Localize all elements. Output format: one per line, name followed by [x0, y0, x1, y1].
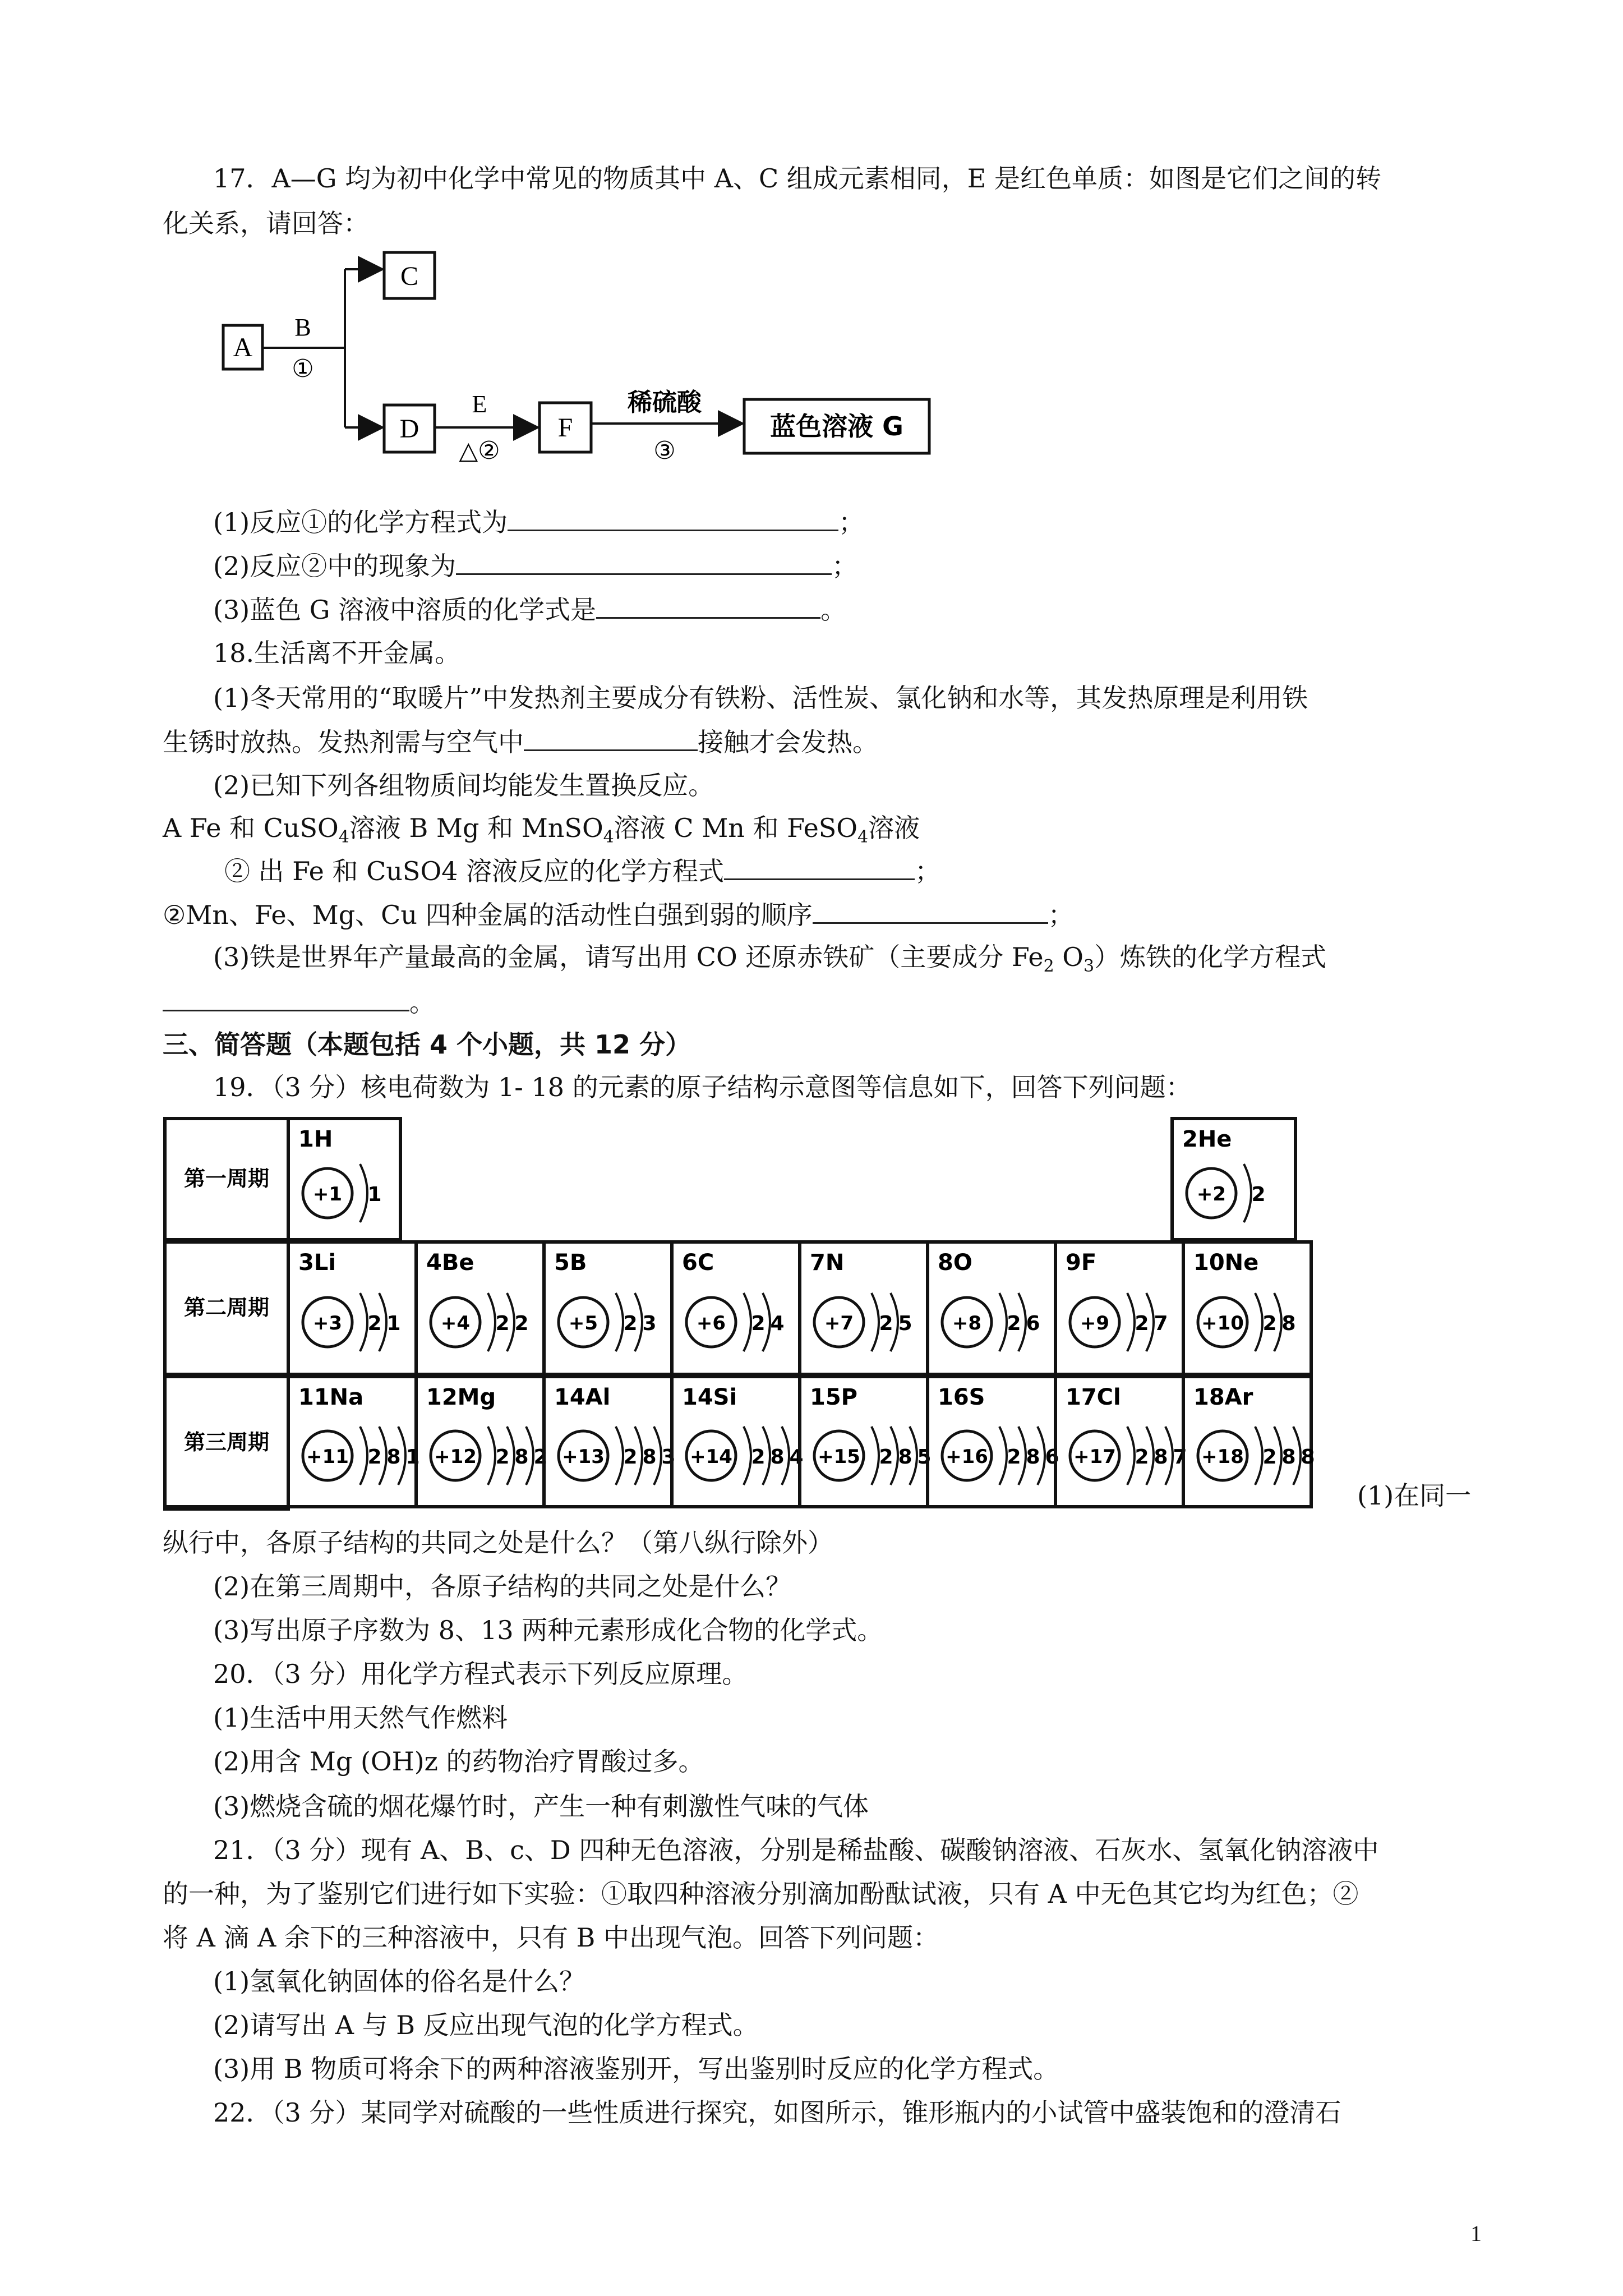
q17-sub3: (3)蓝色 G 溶液中溶质的化学式是 。	[213, 592, 846, 627]
element-7n-label: 7N	[810, 1250, 845, 1276]
element-r3-2-shell-count-2: 8	[514, 1446, 529, 1469]
element-r3-3-shell-count-2: 8	[642, 1446, 657, 1469]
q17-intro-line1: 17．A—G 均为初中化学中常见的物质其中 A、C 组成元素相同，E 是红色单质：如图是它们之间的转	[213, 163, 1381, 194]
answer-blank-q18-2[interactable]	[724, 854, 915, 880]
q18-options: A Fe 和 CuSO$_4$溶液 B Mg 和 MnSO$_4$溶液 C Mn 和 FeSO$_4$溶液	[163, 813, 920, 848]
q17-intro-line2: 化关系，请回答：	[163, 208, 369, 238]
element-9f-nucleus-charge: +9	[1080, 1312, 1110, 1335]
element-8o-shell-count-2: 6	[1026, 1312, 1040, 1335]
q19-sub2: (2)在第三周期中，各原子结构的共同之处是什么？	[213, 1571, 792, 1602]
answer-blank-q17-3[interactable]	[596, 592, 820, 619]
element-r3-2-shell-count-1: 2	[495, 1446, 510, 1469]
element-he-label: 2He	[1182, 1126, 1232, 1152]
element-r3-2-shell-count-3: 2	[533, 1446, 548, 1469]
element-10ne-nucleus-charge: +10	[1201, 1312, 1244, 1335]
element-r3-8-shell-count-1: 2	[1262, 1446, 1277, 1469]
box-g-label: 蓝色溶液 G	[770, 411, 903, 441]
element-4be-shell-arc-1	[488, 1293, 495, 1351]
box-c-label: C	[400, 261, 419, 291]
arrow3-bottom-label: ③	[653, 436, 676, 465]
element-9f-shell-arc-1	[1127, 1293, 1135, 1351]
element-6c-label: 6C	[682, 1250, 714, 1276]
element-r3-4-shell-count-3: 4	[789, 1446, 804, 1469]
element-7n-shell-arc-1	[872, 1293, 879, 1351]
element-h-nucleus-charge: +1	[312, 1183, 343, 1205]
answer-blank-q17-2[interactable]	[456, 549, 832, 575]
q21-intro-line2: 的一种，为了鉴别它们进行如下实验：①取四种溶液分别滴加酚酞试液，只有 A 中无色其它均为红色；②	[163, 1879, 1359, 1909]
element-6c-shell-count-2: 4	[770, 1312, 785, 1335]
element-r3-4-shell-count-2: 8	[770, 1446, 785, 1469]
element-r3-5-shell-count-2: 8	[898, 1446, 912, 1469]
element-10ne-shell-count-2: 8	[1281, 1312, 1296, 1335]
element-r3-4-label: 14Si	[682, 1384, 737, 1410]
element-r3-2-label: 12Mg	[426, 1384, 496, 1410]
element-r3-6-nucleus-charge: +16	[946, 1446, 988, 1468]
answer-blank-q18-1[interactable]	[524, 725, 698, 751]
q19-sub1-cont: 纵行中，各原子结构的共同之处是什么？（第八纵行除外）	[163, 1527, 833, 1558]
element-r3-6-shell-count-3: 6	[1045, 1446, 1059, 1469]
element-4be-shell-count-1: 2	[495, 1312, 510, 1335]
element-r3-2-shell-arc-1	[488, 1427, 495, 1485]
q18-sub2-ii: ②Mn、Fe、Mg、Cu 四种金属的活动性白强到弱的顺序 ；	[163, 898, 1074, 932]
element-r3-4-shell-arc-1	[744, 1427, 751, 1485]
element-r3-8-shell-count-3: 8	[1301, 1446, 1315, 1469]
q21-intro-line1: 21．（3 分）现有 A、B、c、D 四种无色溶液，分别是稀盐酸、碳酸钠溶液、石灰水、氢氧化钠溶液中	[213, 1835, 1379, 1865]
element-r3-7-nucleus-charge: +17	[1073, 1446, 1116, 1468]
arrow3-top-label: 稀硫酸	[628, 388, 702, 417]
answer-blank-q17-1[interactable]	[508, 505, 838, 531]
element-r3-3-nucleus-charge: +13	[562, 1446, 605, 1468]
element-6c-nucleus-charge: +6	[696, 1312, 726, 1335]
element-4be-label: 4Be	[426, 1250, 474, 1276]
element-7n-shell-count-2: 5	[898, 1312, 912, 1335]
q21-sub1: (1)氢氧化钠固体的俗名是什么？	[213, 1966, 585, 1996]
element-r3-5-shell-count-1: 2	[879, 1446, 893, 1469]
q17-flow-diagram	[219, 252, 948, 499]
box-a-label: A	[233, 333, 253, 362]
element-r3-5-label: 15P	[810, 1384, 857, 1410]
element-9f-shell-count-2: 7	[1154, 1312, 1168, 1335]
element-3li-shell-count-2: 1	[386, 1312, 401, 1335]
arrow2-top-label: E	[472, 390, 487, 418]
element-10ne-shell-count-1: 2	[1262, 1312, 1277, 1335]
answer-blank-q18-3[interactable]	[813, 898, 1048, 924]
element-r3-6-shell-count-1: 2	[1007, 1446, 1021, 1469]
element-6c-shell-count-1: 2	[751, 1312, 766, 1335]
element-r3-8-shell-count-2: 8	[1281, 1446, 1296, 1469]
period-label-1: 第一周期	[183, 1166, 270, 1191]
element-he-shell-arc-1	[1244, 1164, 1251, 1222]
element-he-shell-count-1: 2	[1251, 1183, 1266, 1206]
element-r3-7-shell-count-3: 7	[1173, 1446, 1187, 1469]
element-r3-1-nucleus-charge: +11	[306, 1446, 349, 1468]
element-r3-1-shell-count-2: 8	[386, 1446, 401, 1469]
q20-sub1: (1)生活中用天然气作燃料	[213, 1703, 508, 1733]
element-5b-shell-count-1: 2	[623, 1312, 638, 1335]
element-r3-1-shell-arc-1	[360, 1427, 367, 1485]
q19-sub1-tail: (1)在同一	[1357, 1480, 1472, 1511]
element-r3-4-shell-count-1: 2	[751, 1446, 766, 1469]
element-4be-shell-count-2: 2	[514, 1312, 529, 1335]
element-r3-5-nucleus-charge: +15	[818, 1446, 860, 1468]
element-8o-shell-count-1: 2	[1007, 1312, 1021, 1335]
element-r3-2-nucleus-charge: +12	[434, 1446, 477, 1468]
element-3li-shell-arc-1	[360, 1293, 367, 1351]
element-10ne-shell-arc-1	[1255, 1293, 1262, 1351]
q17-sub1: (1)反应①的化学方程式为 ；	[213, 505, 864, 539]
q17-sub2: (2)反应②中的现象为 ；	[213, 549, 857, 583]
element-r3-1-shell-count-1: 2	[367, 1446, 382, 1469]
element-3li-nucleus-charge: +3	[312, 1312, 343, 1335]
arrow2-bottom-label: △②	[459, 436, 500, 465]
q19-sub3: (3)写出原子序数为 8、13 两种元素形成化合物的化学式。	[213, 1615, 883, 1645]
periodic-table-diagram	[163, 1116, 1315, 1509]
element-8o-label: 8O	[938, 1250, 972, 1276]
q18-sub1-line2: 生锈时放热。发热剂需与空气中 接触才会发热。	[163, 725, 878, 759]
element-6c-shell-arc-1	[744, 1293, 751, 1351]
q21-intro-line3: 将 A 滴 A 余下的三种溶液中，只有 B 中出现气泡。回答下列问题：	[163, 1922, 939, 1953]
q21-sub2: (2)请写出 A 与 B 反应出现气泡的化学方程式。	[213, 2010, 759, 2040]
element-r3-4-nucleus-charge: +14	[690, 1446, 732, 1468]
element-r3-7-label: 17Cl	[1066, 1384, 1121, 1410]
q18-sub2: (2)已知下列各组物质间均能发生置换反应。	[213, 770, 714, 800]
q22-intro: 22．（3 分）某同学对硫酸的一些性质进行探究，如图所示，锥形瓶内的小试管中盛装饱和的澄清石	[213, 2097, 1341, 2128]
q20-sub3: (3)燃烧含硫的烟花爆竹时，产生一种有刺激性气味的气体	[213, 1791, 869, 1821]
page-number: 1	[1470, 2221, 1482, 2246]
element-r3-7-shell-count-1: 2	[1135, 1446, 1149, 1469]
q20-sub2: (2)用含 Mg (OH)z 的药物治疗胃酸过多。	[213, 1746, 704, 1777]
element-7n-shell-count-1: 2	[879, 1312, 893, 1335]
element-he-nucleus-charge: +2	[1196, 1183, 1227, 1205]
element-r3-8-label: 18Ar	[1193, 1384, 1253, 1410]
element-r3-3-shell-count-1: 2	[623, 1446, 638, 1469]
element-5b-nucleus-charge: +5	[568, 1312, 598, 1335]
element-3li-label: 3Li	[298, 1250, 336, 1276]
element-4be-nucleus-charge: +4	[440, 1312, 471, 1335]
q18-title: 18.生活离不开金属。	[213, 638, 461, 668]
element-r3-1-shell-count-3: 1	[405, 1446, 420, 1469]
element-r3-7-shell-count-2: 8	[1154, 1446, 1168, 1469]
element-r3-5-shell-count-3: 5	[917, 1446, 932, 1469]
period-label-3: 第三周期	[183, 1430, 270, 1455]
q21-sub3: (3)用 B 物质可将余下的两种溶液鉴别开，写出鉴别时反应的化学方程式。	[213, 2054, 1059, 2084]
element-5b-label: 5B	[554, 1250, 587, 1276]
element-h-shell-count-1: 1	[367, 1183, 382, 1206]
q18-sub2-i: ② 出 Fe 和 CuSO4 溶液反应的化学方程式 ；	[224, 854, 940, 888]
q18-sub1-line1: (1)冬天常用的“取暖片”中发热剂主要成分有铁粉、活性炭、氯化钠和水等，其发热原理是利用铁	[213, 683, 1308, 713]
element-5b-shell-arc-1	[616, 1293, 623, 1351]
element-10ne-label: 10Ne	[1193, 1250, 1259, 1276]
q20-intro: 20．（3 分）用化学方程式表示下列反应原理。	[213, 1659, 748, 1689]
q19-intro: 19．（3 分）核电荷数为 1- 18 的元素的原子结构示意图等信息如下，回答下列问题：	[213, 1072, 1192, 1102]
element-r3-6-label: 16S	[938, 1384, 985, 1410]
element-7n-nucleus-charge: +7	[824, 1312, 854, 1335]
element-r3-3-label: 14Al	[554, 1384, 611, 1410]
q18-sub3-answer: 。	[163, 985, 435, 1019]
element-r3-6-shell-count-2: 8	[1026, 1446, 1040, 1469]
element-8o-shell-arc-1	[999, 1293, 1007, 1351]
q18-sub3: (3)铁是世界年产量最高的金属，请写出用 CO 还原赤铁矿（主要成分 $Fe_2$ $O_3$）炼铁的化学方程式	[213, 942, 1327, 977]
element-r3-1-label: 11Na	[298, 1384, 364, 1410]
element-5b-shell-count-2: 3	[642, 1312, 657, 1335]
arrow1-top-label: B	[294, 314, 311, 341]
element-9f-shell-count-1: 2	[1135, 1312, 1149, 1335]
period-label-2: 第二周期	[183, 1295, 270, 1320]
element-r3-8-nucleus-charge: +18	[1201, 1446, 1244, 1468]
element-8o-nucleus-charge: +8	[952, 1312, 982, 1335]
box-f-label: F	[557, 413, 573, 443]
element-9f-label: 9F	[1066, 1250, 1097, 1276]
box-d-label: D	[399, 414, 419, 444]
element-r3-8-shell-arc-1	[1255, 1427, 1262, 1485]
element-r3-3-shell-arc-1	[616, 1427, 623, 1485]
element-h-shell-arc-1	[360, 1164, 367, 1222]
element-r3-7-shell-arc-1	[1127, 1427, 1135, 1485]
element-r3-5-shell-arc-1	[872, 1427, 879, 1485]
section-3-heading: 三、简答题（本题包括 4 个小题，共 12 分）	[163, 1029, 691, 1060]
arrow1-bottom-label: ①	[292, 355, 314, 383]
element-r3-6-shell-arc-1	[999, 1427, 1007, 1485]
answer-blank-q18-4[interactable]	[163, 985, 409, 1011]
element-r3-3-shell-count-3: 3	[661, 1446, 676, 1469]
element-3li-shell-count-1: 2	[367, 1312, 382, 1335]
element-h-label: 1H	[298, 1126, 333, 1152]
